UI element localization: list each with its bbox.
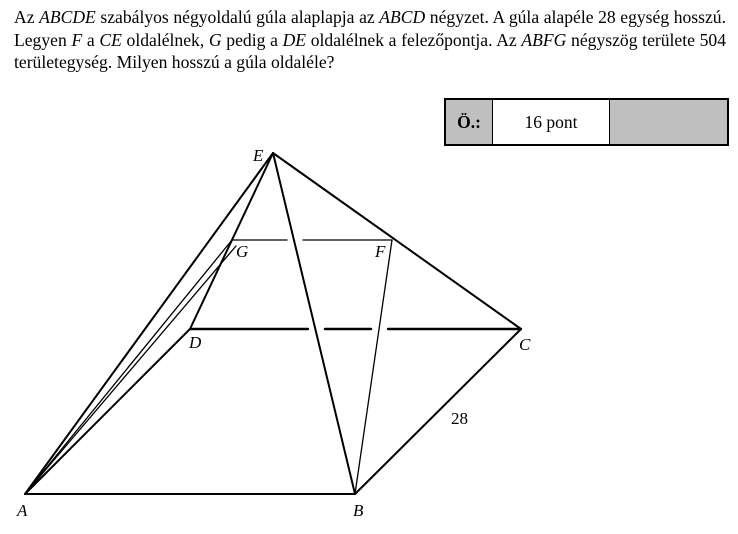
vertex-label-b: B <box>353 501 364 520</box>
vertex-label-c: C <box>519 335 531 354</box>
vertex-label-e: E <box>253 146 264 165</box>
edge-bf <box>355 240 392 494</box>
score-points: 16 pont <box>493 99 610 145</box>
edge-be <box>273 153 355 494</box>
edge-ag-2 <box>25 246 236 494</box>
edge-length-label: 28 <box>451 409 468 428</box>
vertex-label-d: D <box>189 333 202 352</box>
edge-ae <box>25 153 273 494</box>
edge-ag-1 <box>25 240 232 494</box>
vertex-label-f: F <box>375 242 386 261</box>
vertex-label-g: G <box>236 242 249 261</box>
score-label: Ö.: <box>445 99 493 145</box>
vertex-label-a: A <box>17 501 28 520</box>
edge-ce <box>273 153 521 329</box>
edge-ad <box>25 329 190 494</box>
edge-bc <box>355 329 521 494</box>
problem-text: Az ABCDE szabályos négyoldalú gúla alaplapja az ABCD négyzet. A gúla alapéle 28 egység hosszú. Legyen F a CE oldalélnek, G pedig a DE oldalélnek a felezőpontja. Az ABFG négyszög területe 504 területegység. Milyen hosszú a gúla oldaléle? <box>14 7 727 72</box>
